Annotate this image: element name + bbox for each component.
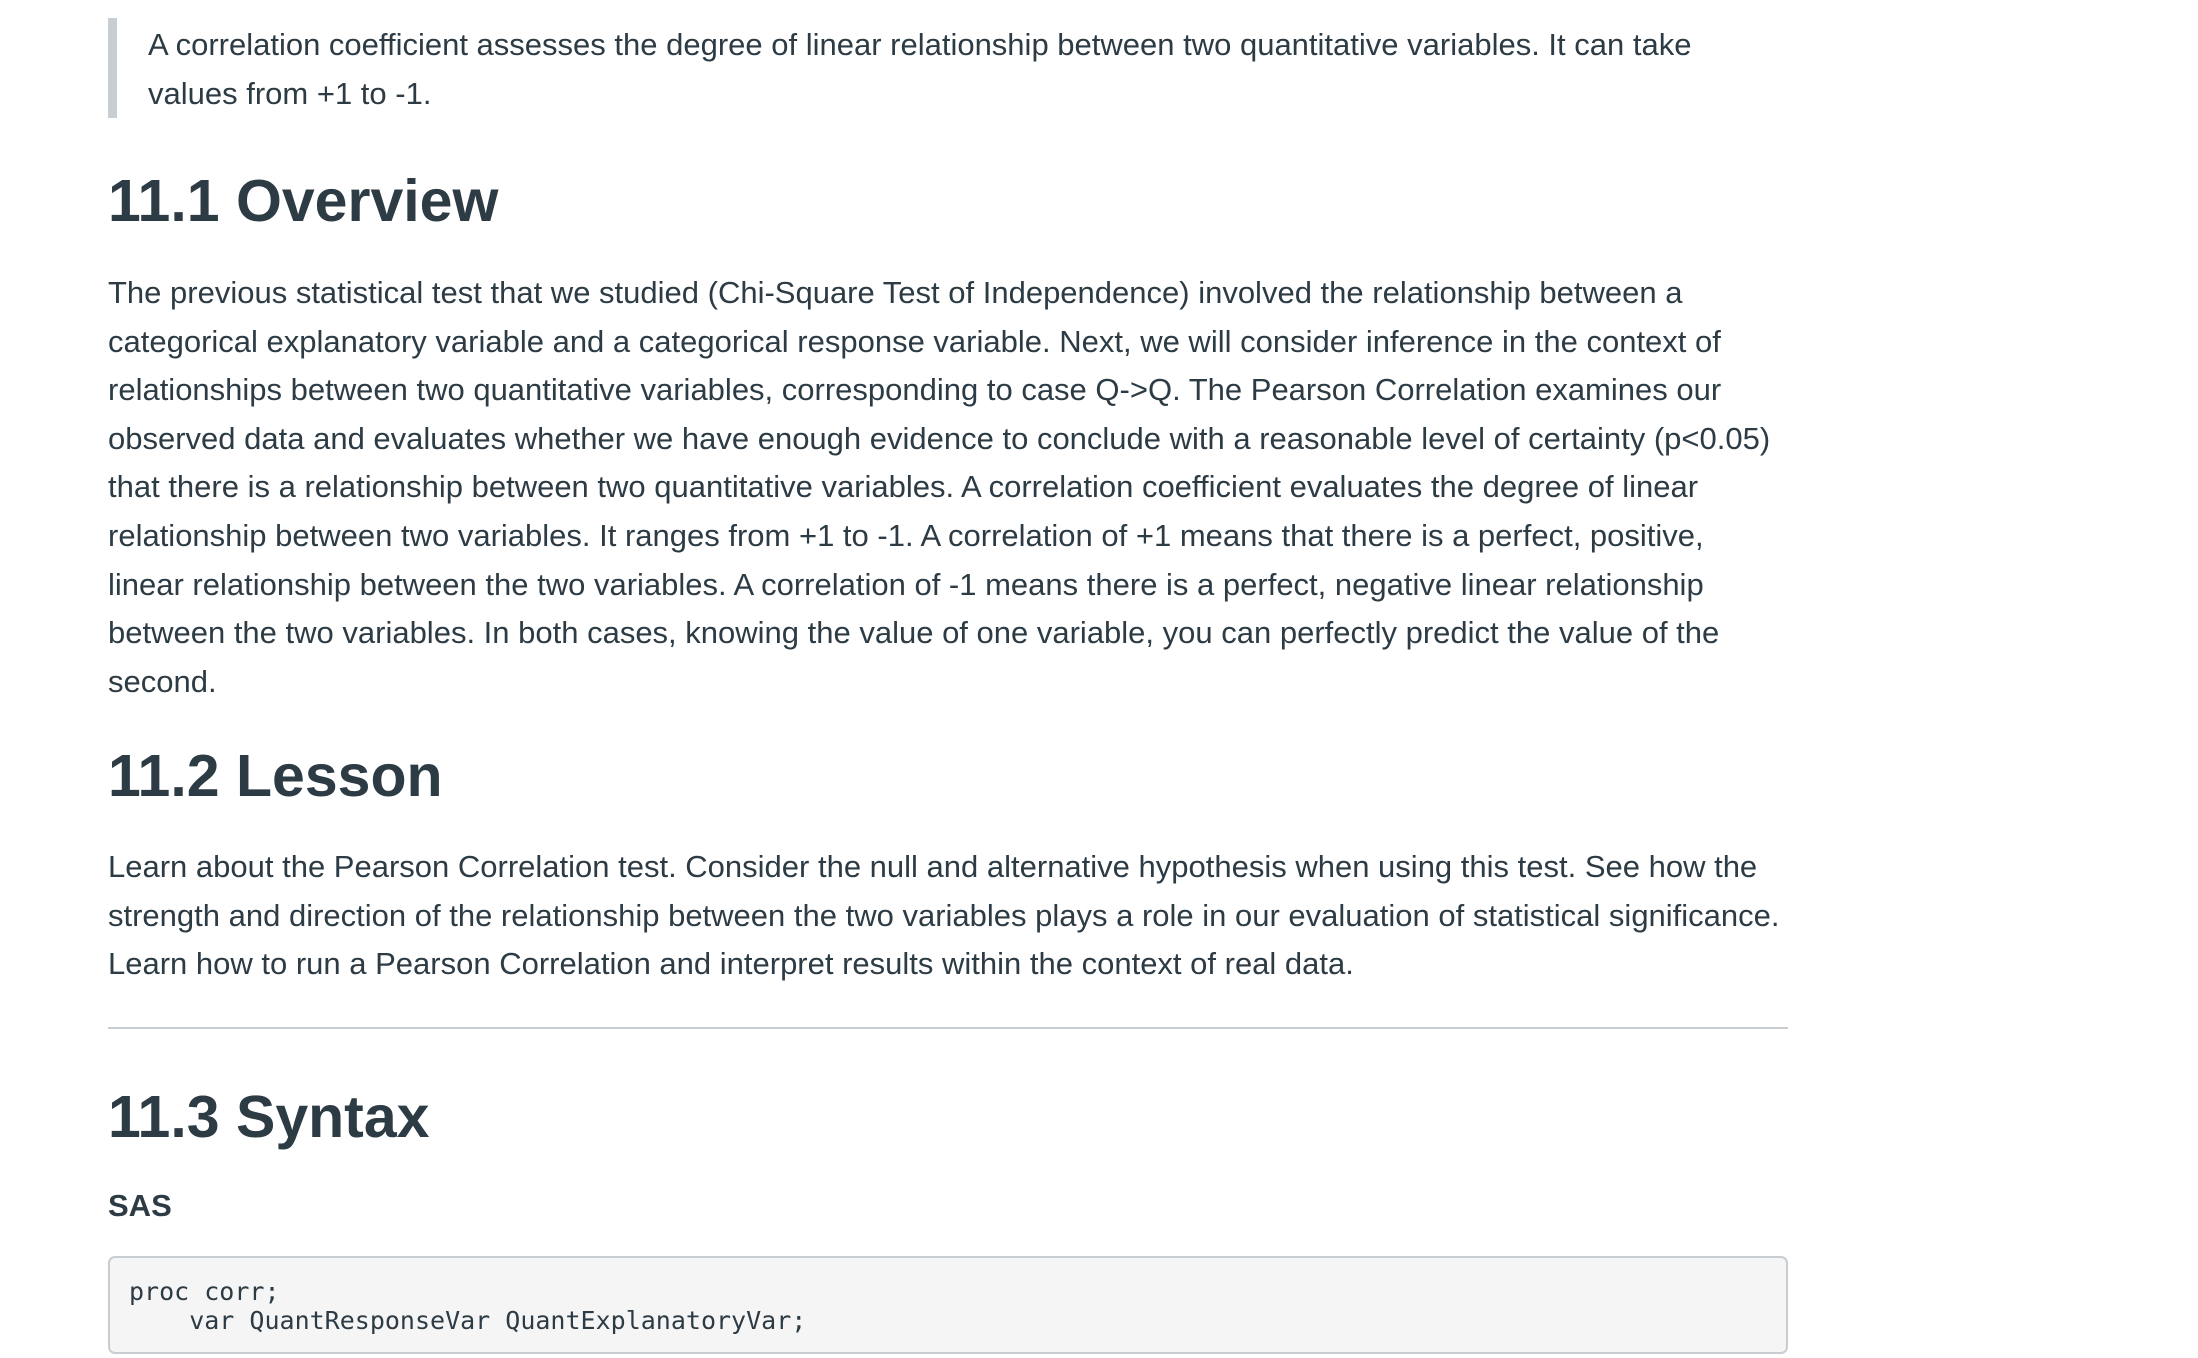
- section-divider: [108, 1027, 1788, 1029]
- sas-code-text: proc corr; var QuantResponseVar QuantExplanatoryVar;: [129, 1277, 807, 1335]
- lesson-paragraph: Learn about the Pearson Correlation test. Consider the null and alternative hypothesis when using this test. See how the strength and direction of the relationship between the two variables plays a role in our evaluation of statistical significance. Learn how to run a Pearson Correlation and interpret results within the context of real data.: [108, 849, 1780, 982]
- overview-paragraph: The previous statistical test that we studied (Chi-Square Test of Independence) involved the relationship between a categorical explanatory variable and a categorical response variable. Next, we will consider inference in the context of relationships between two quantitative variables, corresponding to case Q->Q. The Pearson Correlation examines our observed data and evaluates whether we have enough evidence to conclude with a reasonable level of certainty (p<0.05) that there is a relationship between two quantitative variables. A correlation coefficient evaluates the degree of linear relationship between two variables. It ranges from +1 to -1. A correlation of +1 means that there is a perfect, positive, linear relationship between the two variables. A correlation of -1 means there is a perfect, negative linear relationship between the two variables. In both cases, knowing the value of one variable, you can perfectly predict the value of the second.: [108, 275, 1771, 699]
- lesson-heading: 11.2 Lesson: [108, 743, 443, 809]
- syntax-heading: 11.3 Syntax: [108, 1084, 430, 1150]
- intro-blockquote: [108, 18, 1788, 118]
- overview-heading: 11.1 Overview: [108, 168, 499, 234]
- intro-quote-text: A correlation coefficient assesses the degree of linear relationship between two quantitative variables. It can take values from +1 to -1.: [148, 27, 1692, 111]
- sas-subheading: SAS: [108, 1188, 172, 1223]
- sas-code-block[interactable]: [108, 1256, 1788, 1354]
